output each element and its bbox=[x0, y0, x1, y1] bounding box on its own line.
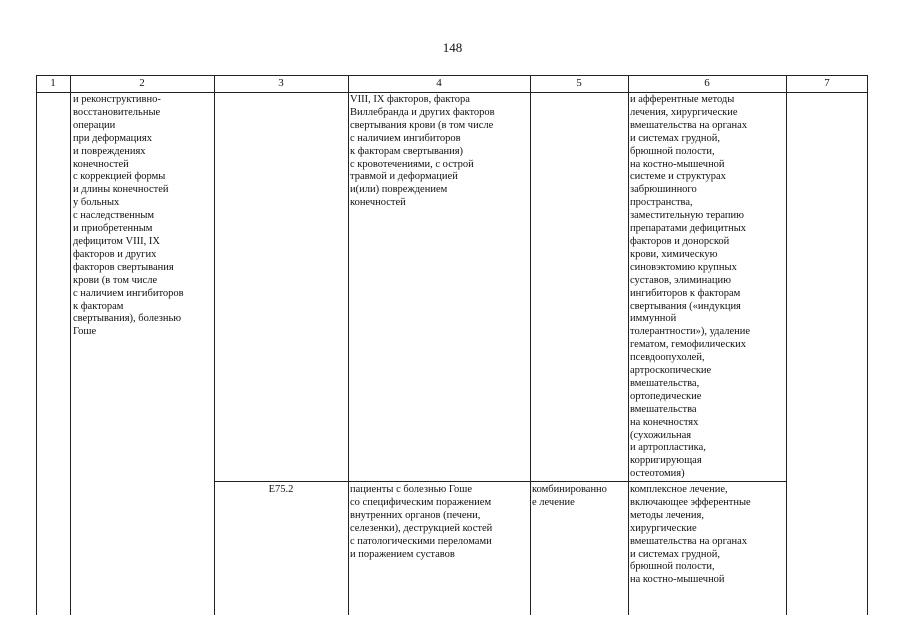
header-col-2: 2 bbox=[139, 77, 145, 89]
header-col-4: 4 bbox=[436, 77, 442, 89]
row2-icd-code: E75.2 bbox=[268, 484, 294, 495]
row2-treatment-type: комбинированно е лечение bbox=[532, 484, 607, 508]
table-right-border bbox=[867, 75, 868, 615]
column-divider-1 bbox=[70, 75, 71, 615]
column-divider-5 bbox=[628, 75, 629, 615]
header-bottom-border bbox=[36, 92, 868, 93]
column-divider-2 bbox=[214, 75, 215, 615]
page-number: 148 bbox=[442, 40, 463, 55]
header-col-6: 6 bbox=[704, 77, 710, 89]
row1-patient-model: VIII, IX факторов, фактора Виллебранда и других факторов свертывания крови (в том числе с наличием ингибиторов к факторам свертывания) с кровотечениями, с острой травмой и деформацией и(или) повреждением конечностей bbox=[350, 94, 495, 209]
header-col-7: 7 bbox=[824, 77, 830, 89]
row1-treatment-method: и афферентные методы лечения, хирургические вмешательства на органах и системах грудной, брюшной полости, на костно-мышечной системе и структурах забрюшинного пространства, заместительную терапию препаратами дефицитных факторов и донорской крови, химическую синовэктомию крупных суставов, элиминацию ингибиторов к факторам свертывания («индукция иммунной толерантности»), удаление гематом, гемофилических псевдоопухолей, артроскопические вмешательства, ортопедические вмешательства на конечностях (сухожильная и артропластика, корригирующая остеотомия) bbox=[630, 94, 751, 480]
row2-treatment-method: комплексное лечение, включающее эфферентные методы лечения, хирургические вмешательства на органах и системах грудной, брюшной полости, на костно-мышечной bbox=[630, 484, 751, 586]
header-col-5: 5 bbox=[576, 77, 582, 89]
column-divider-3 bbox=[348, 75, 349, 615]
header-col-1: 1 bbox=[50, 77, 56, 89]
data-table bbox=[36, 75, 868, 615]
column-divider-4 bbox=[530, 75, 531, 615]
row2-patient-model: пациенты с болезнью Гоше со специфическим поражением внутренних органов (печени, селезенки), деструкцией костей с патологическими переломами и поражением суставов bbox=[350, 484, 493, 560]
header-col-3: 3 bbox=[278, 77, 284, 89]
table-left-border bbox=[36, 75, 37, 615]
row1-treatment-type: и реконструктивно- восстановительные операции при деформациях и повреждениях конечностей с коррекцией формы и длины конечностей у больных с наследственным и приобретенным дефицитом VIII, IX факторов и других факторов свертывания крови (в том числе с наличием ингибиторов к факторам свертывания), болезнью Гоше bbox=[73, 94, 184, 338]
